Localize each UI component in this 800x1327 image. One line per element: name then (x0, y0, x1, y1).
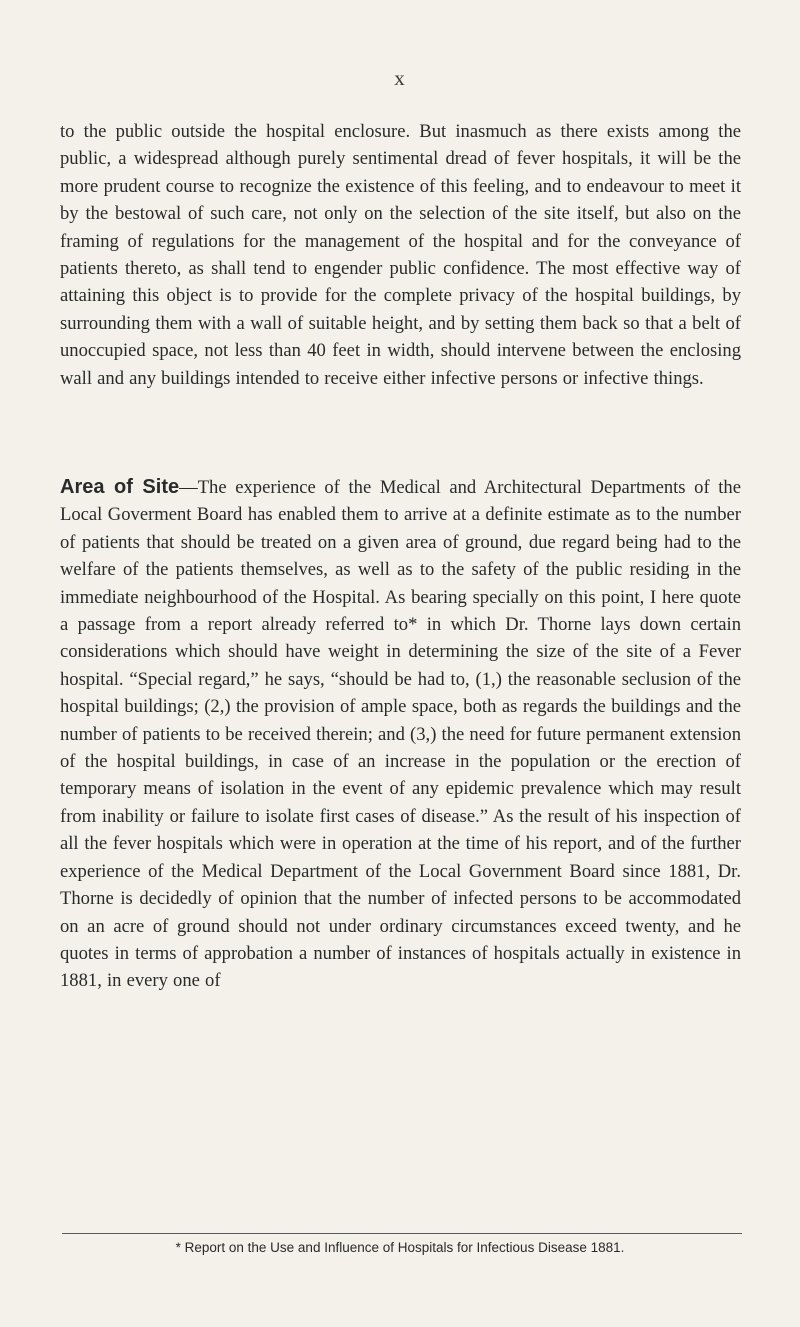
body-paragraph-2 (60, 474, 741, 995)
body-paragraph-1: to the public outside the hospital enclosure. But inasmuch as there exists among the public, a widespread although purely sentimental dread of fever hospitals, it will be the more prudent course to recognize the existence of this feeling, and to endeavour to meet it by the bestowal of such care, not only on the selection of the site itself, but also on the framing of regulations for the management of the hospital and for the conveyance of patients thereto, as shall tend to engender public confidence. The most effective way of attaining this object is to provide for the complete privacy of the hospital buildings, by surrounding them with a wall of suitable height, and by setting them back so that a belt of unoccupied space, not less than 40 feet in width, should intervene between the enclosing wall and any buildings intended to receive either infective persons or infective things. (60, 121, 741, 389)
paragraph-2-text: The experience of the Medical and Architectural Departments of the Local Goverment Board has enabled them to arrive at a definite estimate as to the number of patients that should be treated on a given area of ground, due regard being had to the welfare of the patients themselves, as well as to the safety of the public residing in the immediate neighbourhood of the Hospital. As bearing specially on this point, I here quote a passage from a report already referred to* in which Dr. Thorne lays down certain considerations which should have weight in determining the size of the site of a Fever hospital. “Special regard,” he says, “should be had to, (1,) the reasonable seclusion of the hospital buildings; (2,) the provision of ample space, both as regards the buildings and the number of patients to be received therein; and (3,) the need for future permanent extension of the hospital buildings, in case of an increase in the population or the erection of temporary means of isolation in the event of any epidemic prevalence which may result from inability or failure to isolate first cases of disease.” As the result of his inspection of all the fever hospitals which were in operation at the time of his report, and of the further experience of the Medical Department of the Local Government Board since 1881, Dr. Thorne is decidedly of opinion that the number of infected persons to be accommodated on an acre of ground should not under ordinary circumstances exceed twenty, and he quotes in terms of approbation a number of instances of hospitals actually in existence in 1881, in every one of (60, 477, 741, 992)
footnote: * Report on the Use and Influence of Hospitals for Infectious Disease 1881. (175, 1240, 625, 1255)
heading-dash: — (179, 477, 198, 498)
footnote-divider (62, 1233, 742, 1234)
page-number: x (394, 66, 406, 90)
section-heading-area-of-site: Area of Site (60, 476, 180, 498)
